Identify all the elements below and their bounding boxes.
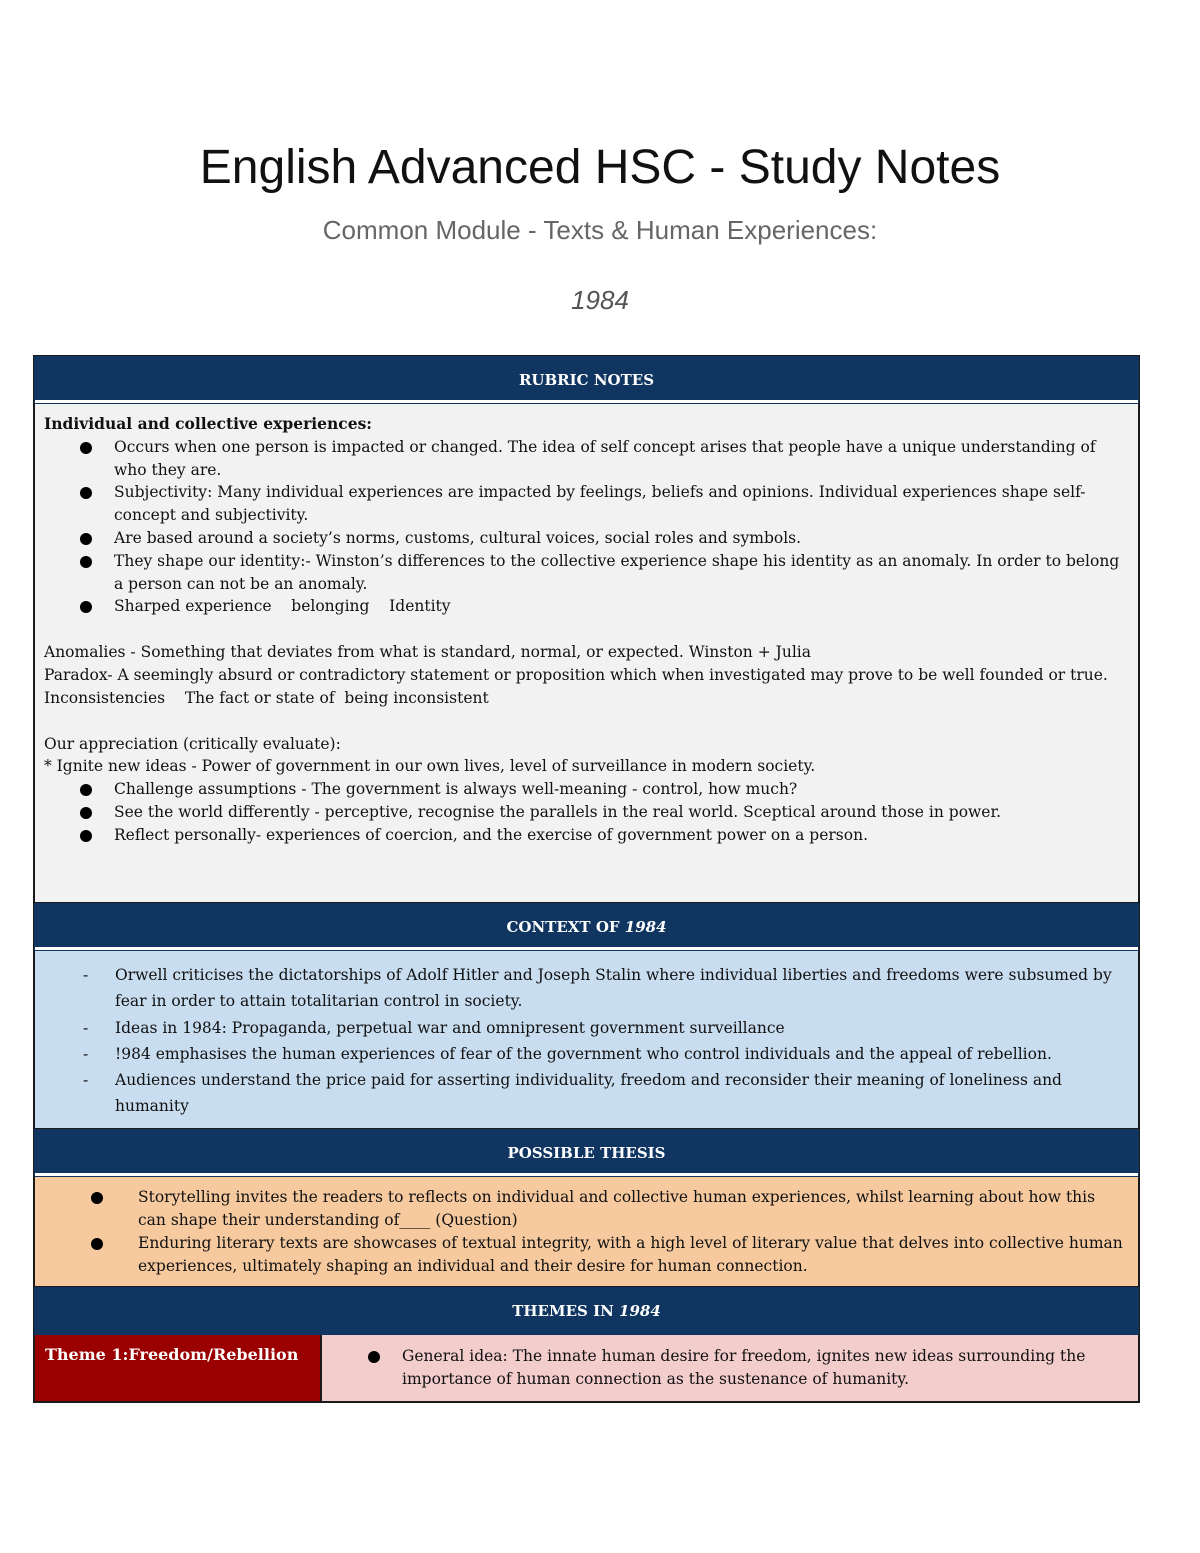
list-item: - Audiences understand the price paid for asserting individuality, freedom and reconsider their meaning of loneliness and humanity [83,1067,1118,1120]
list-item: Enduring literary texts are showcases of textual integrity, with a high level of literary value that delves into collective human experiences, ultimately shaping an individual and their desire for human connection. [103,1232,1126,1278]
ignite-ideas-line: * Ignite new ideas - Power of government in our own lives, level of surveillance in modern society. [44,757,816,776]
list-item: Are based around a society’s norms, customs, cultural voices, social roles and symbols. [92,527,1122,550]
theme-1-points-list [382,1345,1124,1391]
themes-header [35,1288,1138,1334]
context-header-label: CONTEXT OF [506,918,625,936]
individual-collective-heading: Individual and collective experiences: [44,414,373,433]
list-item: General idea: The innate human desire for freedom, ignites new ideas surrounding the importance of human connection as the sustenance of humanity. [382,1345,1124,1391]
list-item: Storytelling invites the readers to reflects on individual and collective human experiences, whilst learning about how this can shape their understanding of____ (Question) [103,1186,1126,1232]
appreciation-heading: Our appreciation (critically evaluate): [44,734,341,753]
document-subtitle: Common Module - Texts & Human Experiences: [322,215,878,245]
anomalies-definition: Anomalies - Something that deviates from what is standard, normal, or expected. Winston + Julia [44,643,811,662]
list-item: Sharped experience belonging Identity [92,595,1122,618]
context-section [35,950,1138,1130]
context-points-list [83,962,1118,1120]
list-item: Challenge assumptions - The government is always well-meaning - control, how much? [92,778,1122,801]
context-header-year: 1984 [624,918,667,936]
theme-1-body [322,1335,1138,1401]
document-title: English Advanced HSC - Study Notes [199,141,1001,194]
list-item: - Orwell criticises the dictatorships of Adolf Hitler and Joseph Stalin where individual liberties and freedoms were subsumed by fear in order to attain totalitarian control in society. [83,962,1118,1015]
list-item: Subjectivity: Many individual experiences are impacted by feelings, beliefs and opinions. Individual experiences shape self-concept and subjectivity. [92,481,1122,527]
themes-header-label: THEMES IN [512,1302,620,1320]
paradox-definition: Paradox- A seemingly absurd or contradictory statement or proposition which when investigated may prove to be well founded or true. [44,665,1108,684]
notes-table [33,355,1140,1403]
theme-1-row [35,1334,1138,1401]
list-item: - !984 emphasises the human experiences of fear of the government who control individuals and the appeal of rebellion. [83,1041,1118,1067]
document-year: 1984 [571,285,629,315]
theme-1-label: Theme 1:Freedom/Rebellion [35,1335,322,1401]
appreciation-points-list [44,778,1122,846]
rubric-notes-section [35,403,1138,904]
list-item: They shape our identity:- Winston’s differences to the collective experience shape his identity as an anomaly. In order to belong a person can not be an anomaly. [92,550,1122,596]
thesis-points-list [81,1186,1126,1278]
list-item: See the world differently - perceptive, recognise the parallels in the real world. Sceptical around those in power. [92,801,1122,824]
possible-thesis-header: POSSIBLE THESIS [35,1130,1138,1176]
individual-points-list [44,436,1122,618]
list-item: Reflect personally- experiences of coercion, and the exercise of government power on a person. [92,824,1122,847]
rubric-notes-header: RUBRIC NOTES [35,357,1138,403]
possible-thesis-section [35,1176,1138,1288]
context-header [35,904,1138,950]
list-item: Occurs when one person is impacted or changed. The idea of self concept arises that people have a unique understanding of who they are. [92,436,1122,482]
list-item: - Ideas in 1984: Propaganda, perpetual war and omnipresent government surveillance [83,1015,1118,1041]
themes-header-year: 1984 [619,1302,661,1320]
inconsistencies-definition: Inconsistencies The fact or state of being inconsistent [44,688,489,707]
